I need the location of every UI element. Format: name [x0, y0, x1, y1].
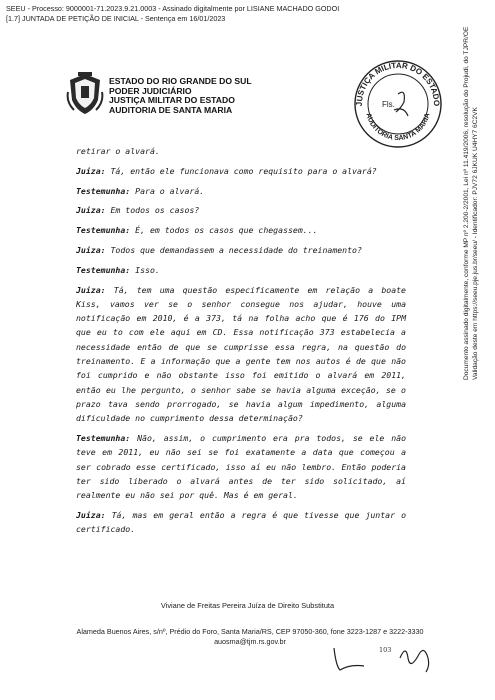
speaker: Testemunha: — [76, 264, 131, 275]
speaker: Juiza: — [76, 510, 106, 521]
speech-text: Em todos os casos? — [105, 205, 200, 216]
closing-signature-line: Viviane de Freitas Pereira Juíza de Direito Substituta — [160, 601, 335, 610]
speaker: Testemunha: — [76, 433, 131, 444]
speech-text: Tá, mas em geral então a regra é que tivesse que juntar o certificado. — [76, 510, 406, 535]
institution-line-4: AUDITORIA DE SANTA MARIA — [109, 104, 233, 115]
speaker: Juiza: — [76, 165, 106, 176]
speech-text: Não, assim, o cumprimento era pra todos, se ele não teve em 2011, eu não sei se foi exatamente a data que começou a ser cobrado esse certificado, isso aí eu não lembro. Então poderia ter sido liberado o alvará antes de ter sido solicitado, aí realmente eu não sei por quê. Mas é em geral. — [76, 433, 406, 501]
transcript-line — [76, 508, 406, 537]
speaker: Juiza: — [76, 205, 106, 216]
side-note-line-1: Documento assinado digitalmente, conforme MP nº 2.200-2/2001, Lei nº 11.419/2006, resolução do Projudi, do TJPR/OE — [463, 26, 470, 380]
stamp-fls-label: Fls. — [382, 100, 395, 109]
speech-text: retirar o alvará. — [76, 146, 160, 156]
speech-text: Isso. — [130, 264, 160, 275]
speech-text: Todos que demandassem a necessidade do treinamento? — [105, 244, 362, 255]
speech-text: Para o alvará. — [130, 185, 205, 196]
handwritten-signature — [330, 628, 440, 676]
stamp-top-text: JUSTIÇA MILITAR DO ESTADO — [354, 60, 442, 107]
court-stamp — [352, 58, 444, 150]
footer-email: auosma@tjm.rs.gov.br — [214, 636, 286, 646]
transcript-line — [76, 223, 406, 237]
system-line: SEEU - Processo: 9000001-71.2023.9.21.0003 - Assinado digitalmente por LISIANE MACHADO GODOI — [6, 4, 340, 13]
speech-text: É, em todos os casos que chegassem... — [130, 225, 318, 236]
speaker: Juiza: — [76, 284, 106, 295]
footer-address: Alameda Buenos Aires, s/nº, Prédio do Foro, Santa Maria/RS, CEP 97050-360, fone 3223-1287 e 3222-3330 — [76, 627, 424, 636]
page-number: 103 — [379, 646, 392, 654]
institution-line-1: ESTADO DO RIO GRANDE DO SUL — [109, 76, 252, 86]
institution-line-2: PODER JUDICIÁRIO — [109, 85, 192, 96]
transcript — [76, 144, 406, 542]
speech-text: Tá, tem uma questão especificamente em relação a boate Kiss, vamos ver se o senhor consegue nos ajudar, houve uma notificação em 2010, é a 373, tá na folha acho que é 176 do IPM que eu to com ele aqui em CD. Essa notificação 373 estabelecia a necessidade então de que se cumprisse essa regra, na questão do treinamento. E a informação que a gente tem nos autos é de que não foi cumprido e não obstante isso foi emitido o alvará em 2011, então eu lhe pergunto, o senhor sabe se havia alguma exceção, se o prazo tava sendo prorrogado, se havia algum impedimento, alguma dificuldade no cumprimento dessa determinação? — [76, 284, 406, 424]
side-note-line-2: Validação deste em https://seeu.pje.jus.br/seeu/ - Identificador: PJV72 6JKUK U4HY7 6C2VK — [472, 107, 479, 380]
transcript-line — [76, 431, 406, 502]
institution-block — [109, 77, 252, 115]
speaker: Testemunha: — [76, 185, 131, 196]
validation-side-note — [462, 0, 480, 380]
document-header — [6, 4, 339, 23]
stamp-bottom-text: AUDITORIA SANTA MARIA — [364, 112, 432, 143]
transcript-line — [76, 243, 406, 257]
speaker: Juiza: — [76, 244, 106, 255]
coat-of-arms-icon — [66, 72, 104, 116]
stamp-handwritten-number — [394, 92, 408, 116]
svg-text:AUDITORIA SANTA MARIA — [364, 112, 431, 142]
transcript-line — [76, 164, 406, 178]
speech-text: Tá, então ele funcionava como requisito para o alvará? — [105, 165, 377, 176]
transcript-line — [76, 144, 406, 158]
speaker: Testemunha: — [76, 225, 131, 236]
institution-line-3: JUSTIÇA MILITAR DO ESTADO — [109, 95, 235, 106]
transcript-line — [76, 283, 406, 426]
event-line: [1.7] JUNTADA DE PETIÇÃO DE INICIAL - Sentença em 16/01/2023 — [6, 13, 226, 23]
transcript-line — [76, 203, 406, 217]
transcript-line — [76, 184, 406, 198]
transcript-line — [76, 263, 406, 277]
